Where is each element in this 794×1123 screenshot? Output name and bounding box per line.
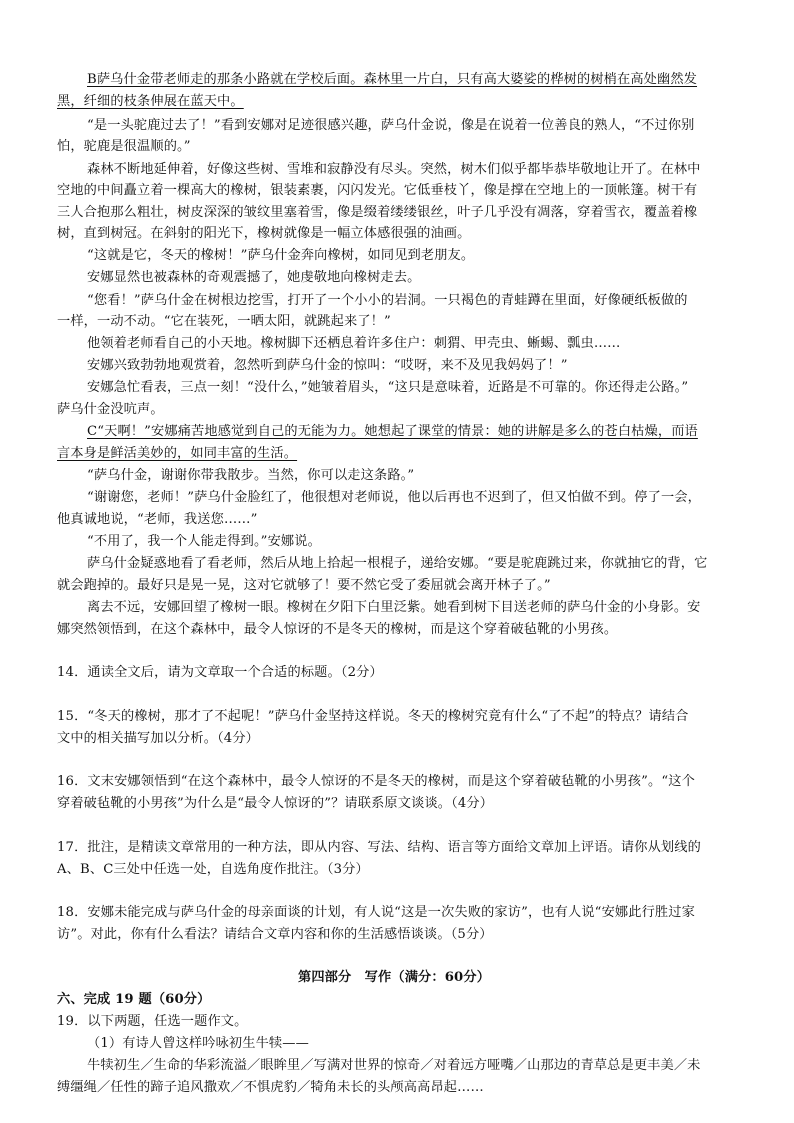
passage-line: 就会跑掉的。最好只是晃一晃，这对它就够了！要不然它受了委屈就会离开林子了。” <box>57 578 551 593</box>
passage-line: “是一头驼鹿过去了！”看到安娜对足迹很感兴趣，萨乌什金说，像是在说着一位善良的熟人，“不过你别 <box>87 118 695 133</box>
question-15-cont: 文中的相关描写加以分析。（4分） <box>57 731 260 746</box>
section-heading: 六、完成 19 题（60分） <box>57 992 211 1007</box>
question-16-cont: 穿着破毡靴的小男孩”为什么是“最令人惊讶的”？请联系原文谈谈。（4分） <box>57 796 494 811</box>
passage-line: B萨乌什金带老师走的那条小路就在学校后面。森林里一片白，只有高大婆娑的桦树的树梢在高处幽然发 <box>87 72 698 87</box>
passage-line: 空地的中间矗立着一棵高大的橡树，银装素裹，闪闪发光。它低垂枝丫，像是撑在空地上的一顶帐篷。树干有 <box>57 183 698 198</box>
question-19-option-1: （1）有诗人曾这样吟咏初生牛犊—— <box>87 1036 309 1051</box>
question-15: 15．“冬天的橡树，那才了不起呢！”萨乌什金坚持这样说。冬天的橡树究竟有什么“了不起”的特点？请结合 <box>57 709 689 724</box>
passage-line: C“天啊！”安娜痛苦地感觉到自己的无能为力。她想起了课堂的情景：她的讲解是多么的苍白枯燥，而语 <box>87 424 698 439</box>
passage-line: 离去不远，安娜回望了橡树一眼。橡树在夕阳下白里泛紫。她看到树下目送老师的萨乌什金的小身影。安 <box>87 600 701 615</box>
passage-line: 一样，一动不动。“它在装死，一晒太阳，就跳起来了！” <box>57 314 391 329</box>
passage-line: “萨乌什金，谢谢你带我散步。当然，你可以走这条路。” <box>87 468 415 483</box>
passage-line: 森林不断地延伸着，好像这些树、雪堆和寂静没有尽头。突然，树木们似乎都毕恭毕敬地让开了。在林中 <box>87 162 701 177</box>
question-19: 19．以下两题，任选一题作文。 <box>57 1014 248 1029</box>
question-17-cont: A、B、C三处中任选一处，自选角度作批注。（3分） <box>57 862 369 877</box>
passage-line: 安娜兴致勃勃地观赏着，忽然听到萨乌什金的惊叫：“哎呀，来不及见我妈妈了！” <box>87 358 568 373</box>
passage-line: 他真诚地说，“老师，我送您……” <box>57 512 258 527</box>
passage-line: 黑，纤细的枝条伸展在蓝天中。 <box>57 94 244 109</box>
passage-line: “不用了，我一个人能走得到。”安娜说。 <box>87 534 321 549</box>
passage-line: 怕，驼鹿是很温顺的。” <box>57 139 191 154</box>
passage-line: 言本身是鲜活美妙的，如同丰富的生活。 <box>57 446 298 461</box>
poem-line: 缚缰绳／任性的蹄子追风撒欢／不惧虎豹／犄角未长的头颅高高昂起…… <box>57 1080 484 1095</box>
question-16: 16．文末安娜领悟到“在这个森林中，最令人惊讶的不是冬天的橡树，而是这个穿着破毡靴的小男孩”。“这个 <box>57 774 695 789</box>
question-17: 17．批注，是精读文章常用的一种方法，即从内容、写法、结构、语言等方面给文章加上评语。请你从划线的 <box>57 840 701 855</box>
passage-line: 娜突然领悟到，在这个森林中，最令人惊讶的不是冬天的橡树，而是这个穿着破毡靴的小男孩。 <box>57 622 618 637</box>
part4-heading: 第四部分 写作（满分：60分） <box>298 970 491 985</box>
passage-line: 他领着老师看自己的小天地。橡树脚下还栖息着许多住户：刺猬、甲壳虫、蜥蜴、瓢虫…… <box>87 336 621 351</box>
passage-line: “这就是它，冬天的橡树！”萨乌什金奔向橡树，如同见到老朋友。 <box>87 248 475 263</box>
passage-line: 树，直到树冠。在斜射的阳光下，橡树就像是一幅立体感很强的油画。 <box>57 226 471 241</box>
passage-line: 安娜急忙看表，三点一刻！“没什么，”她皱着眉头，“这只是意味着，近路是不可靠的。你还得走公路。” <box>87 380 689 395</box>
passage-line: 三人合抱那么粗壮，树皮深深的皱纹里塞着雪，像是缀着缕缕银丝，叶子几乎没有凋落，穿着雪衣，覆盖着橡 <box>57 205 698 220</box>
poem-line: 牛犊初生／生命的华彩流溢／眼眸里／写满对世界的惊奇／对着远方哑嘴／山那边的青草总是更丰美／未 <box>87 1058 701 1073</box>
passage-line: 萨乌什金疑惑地看了看老师，然后从地上拾起一根棍子，递给安娜。“要是驼鹿跳过来，你就抽它的背，它 <box>87 556 708 571</box>
passage-line: 安娜显然也被森林的奇观震撼了，她虔敬地向橡树走去。 <box>87 270 421 285</box>
question-18-cont: 访”。对此，你有什么看法？请结合文章内容和你的生活感悟谈谈。（5分） <box>57 927 493 942</box>
passage-line: 萨乌什金没吭声。 <box>57 402 164 417</box>
question-18: 18．安娜未能完成与萨乌什金的母亲面谈的计划，有人说“这是一次失败的家访”，也有人说“安娜此行胜过家 <box>57 905 695 920</box>
passage-line: “您看！”萨乌什金在树根边挖雪，打开了一个小小的岩洞。一只褐色的青蛙蹲在里面，好像硬纸板做的 <box>87 293 688 308</box>
question-14: 14．通读全文后，请为文章取一个合适的标题。（2分） <box>57 665 383 680</box>
passage-line: “谢谢您，老师！”萨乌什金脸红了，他很想对老师说，他以后再也不迟到了，但又怕做不到。停了一会， <box>87 490 701 505</box>
